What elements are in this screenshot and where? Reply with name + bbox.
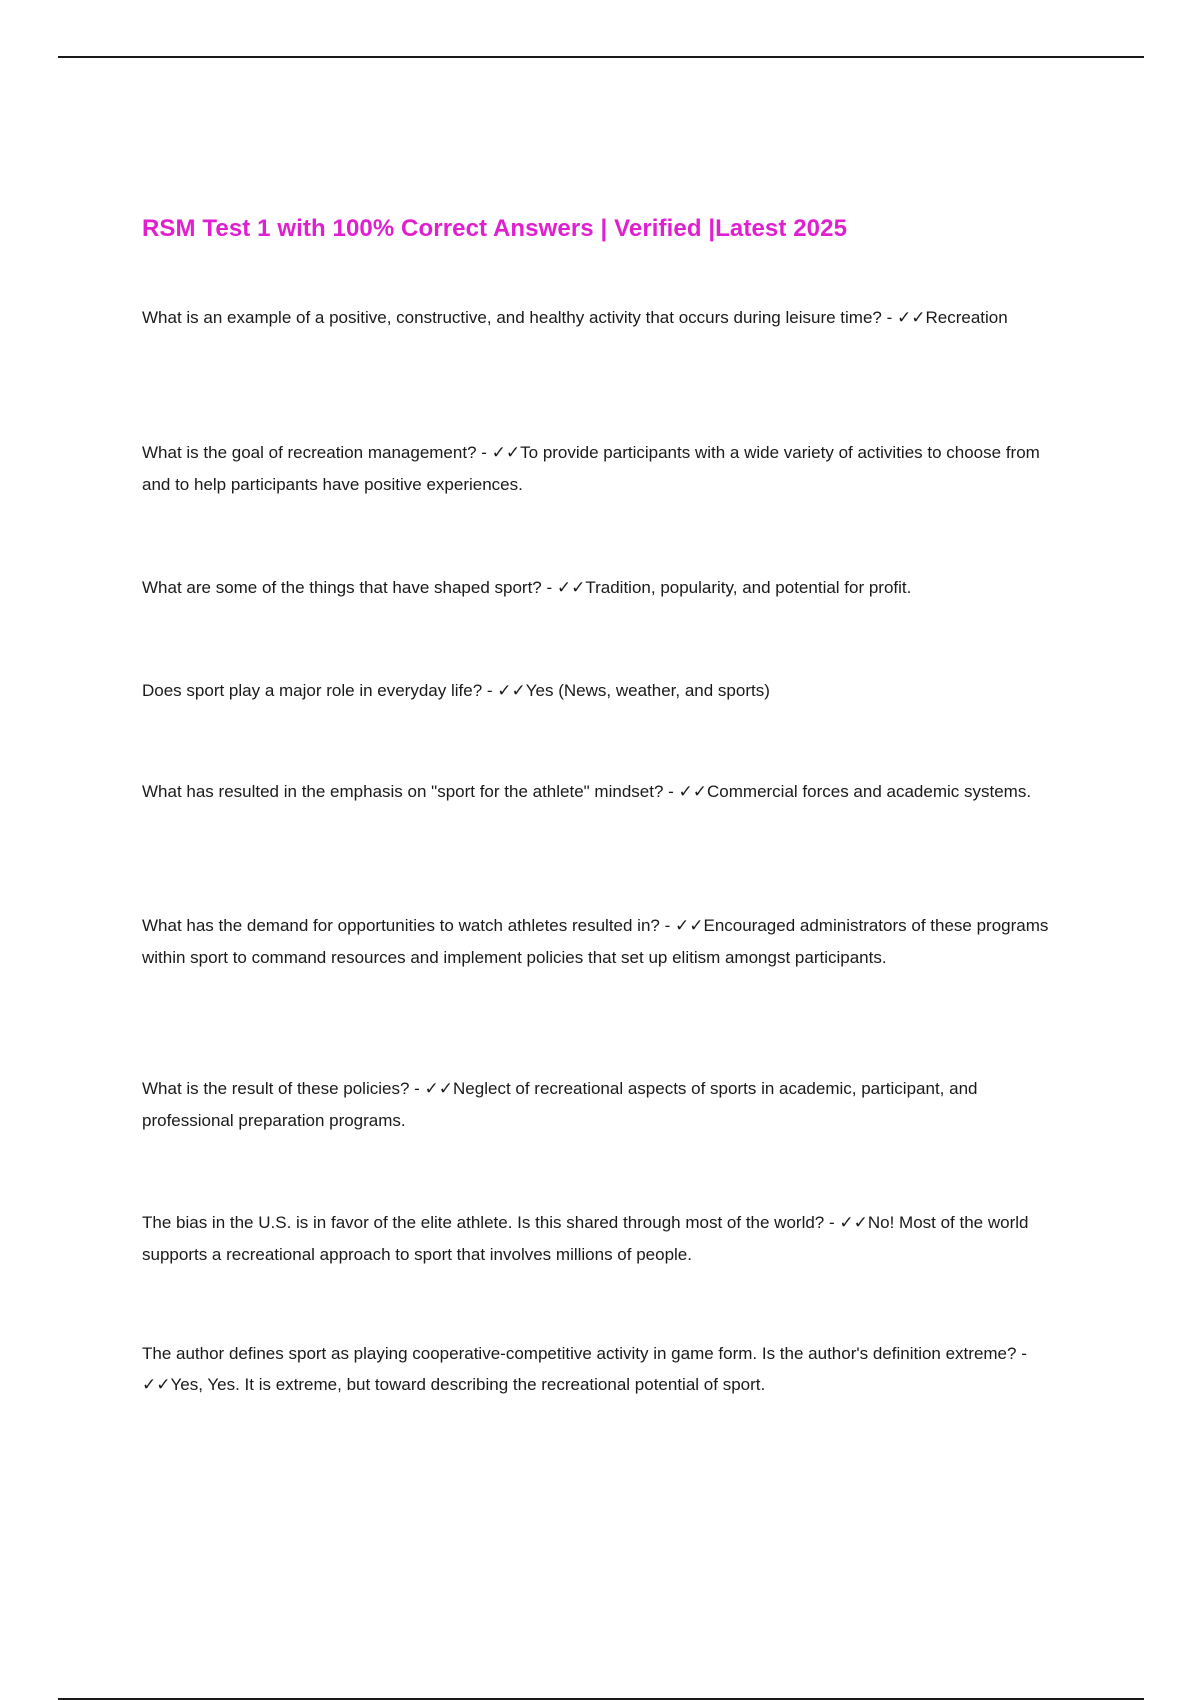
answer-text: No! Most of the world supports a recreational approach to sport that involves millions of people. xyxy=(142,1213,1029,1264)
qa-item-5 xyxy=(142,776,1062,808)
question-text: What is the result of these policies? xyxy=(142,1079,410,1098)
answer-text: To provide participants with a wide variety of activities to choose from and to help participants have positive experiences. xyxy=(142,443,1040,494)
double-check-icon: ✓✓ xyxy=(556,578,586,598)
double-check-icon: ✓✓ xyxy=(839,1213,868,1233)
header-rule xyxy=(58,56,1144,58)
separator: - xyxy=(482,681,498,700)
question-text: Does sport play a major role in everyday life? xyxy=(142,681,483,700)
double-check-icon: ✓✓ xyxy=(896,308,926,328)
separator: - xyxy=(476,443,492,462)
answer-text: Yes, Yes. It is extreme, but toward describing the recreational potential of sport. xyxy=(170,1375,766,1394)
question-text: The bias in the U.S. is in favor of the elite athlete. Is this shared through most of the world? xyxy=(142,1213,825,1232)
answer-text: Commercial forces and academic systems. xyxy=(707,782,1032,801)
separator: - xyxy=(659,916,675,935)
separator: - xyxy=(541,578,557,597)
double-check-icon: ✓✓ xyxy=(497,681,526,701)
separator: - xyxy=(1016,1344,1027,1363)
answer-text: Encouraged administrators of these programs within sport to command resources and implement policies that set up elitism amongst participants. xyxy=(142,916,1049,967)
separator: - xyxy=(409,1079,425,1098)
separator: - xyxy=(881,308,897,327)
qa-item-3 xyxy=(142,572,1062,604)
double-check-icon: ✓✓ xyxy=(678,782,708,802)
double-check-icon: ✓✓ xyxy=(424,1079,454,1099)
qa-item-7 xyxy=(142,1073,1062,1136)
answer-text: Tradition, popularity, and potential for profit. xyxy=(585,578,912,597)
question-text: The author defines sport as playing cooperative-competitive activity in game form. Is the author's definition extreme? xyxy=(142,1344,1017,1363)
answer-text: Recreation xyxy=(925,308,1008,327)
separator: - xyxy=(663,782,679,801)
question-text: What are some of the things that have shaped sport? xyxy=(142,578,542,597)
qa-item-9 xyxy=(142,1338,1062,1401)
qa-item-1 xyxy=(142,302,1062,334)
document-title: RSM Test 1 with 100% Correct Answers | Verified |Latest 2025 xyxy=(142,215,848,242)
double-check-icon: ✓✓ xyxy=(674,916,704,936)
question-text: What is an example of a positive, constructive, and healthy activity that occurs during leisure time? xyxy=(142,308,882,327)
separator: - xyxy=(824,1213,840,1232)
qa-item-8 xyxy=(142,1207,1062,1270)
qa-item-2 xyxy=(142,437,1062,500)
qa-item-6 xyxy=(142,910,1062,973)
qa-item-4 xyxy=(142,675,1062,707)
question-text: What is the goal of recreation management? xyxy=(142,443,477,462)
double-check-icon: ✓✓ xyxy=(142,1375,171,1395)
answer-text: Neglect of recreational aspects of sports in academic, participant, and professional preparation programs. xyxy=(142,1079,978,1130)
answer-text: Yes (News, weather, and sports) xyxy=(525,681,770,700)
double-check-icon: ✓✓ xyxy=(491,443,521,463)
question-text: What has the demand for opportunities to watch athletes resulted in? xyxy=(142,916,660,935)
question-text: What has resulted in the emphasis on "sport for the athlete" mindset? xyxy=(142,782,664,801)
